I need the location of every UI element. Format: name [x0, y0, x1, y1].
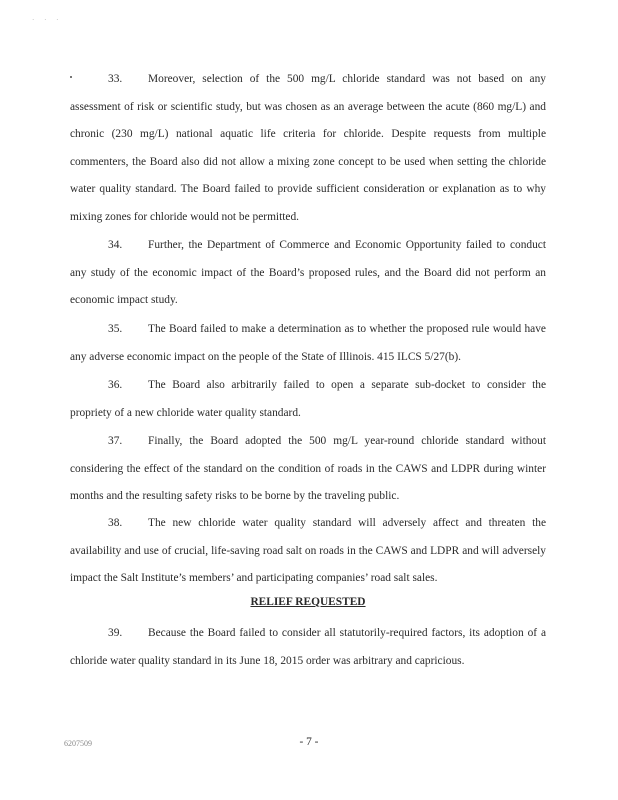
paragraph-38 — [70, 510, 546, 593]
paragraph-34 — [70, 232, 546, 315]
paragraph-number: 39. — [108, 627, 123, 639]
page-number: - 7 - — [299, 736, 319, 748]
paragraph-36 — [70, 372, 546, 427]
paragraph-number: 38. — [108, 517, 123, 529]
document-id: 6207509 — [64, 739, 92, 748]
paragraph-35 — [70, 316, 546, 371]
paragraph-number: 37. — [108, 435, 123, 447]
scan-specks: · · · — [32, 16, 63, 24]
paragraph-39 — [70, 620, 546, 675]
paragraph-number: 33. — [108, 73, 123, 85]
section-heading: RELIEF REQUESTED — [250, 596, 366, 608]
paragraph-text: Moreover, selection of the 500 mg/L chloride standard was not based on any assessment of risk or scientific study, but was chosen as an average between the acute (860 mg/L) and chronic (230 mg/L) national aquatic life criteria for chloride. Despite requests from multiple commenters, the Board also did not allow a mixing zone concept to be used when setting the chloride water quality standard. The Board failed to provide sufficient consideration or explanation as to why mixing zones for chloride would not be permitted. — [70, 73, 546, 223]
paragraph-37 — [70, 428, 546, 511]
paragraph-text: The new chloride water quality standard will adversely affect and threaten the availability and use of crucial, life-saving road salt on roads in the CAWS and LDPR and will adversely impact the Salt Institute’s members’ and participating companies’ road salt sales. — [70, 517, 546, 585]
paragraph-text: Further, the Department of Commerce and Economic Opportunity failed to conduct any study of the economic impact of the Board’s proposed rules, and the Board did not perform an economic impact study. — [70, 239, 546, 307]
paragraph-text: The Board also arbitrarily failed to open a separate sub-docket to consider the propriety of a new chloride water quality standard. — [70, 379, 546, 419]
paragraph-text: Finally, the Board adopted the 500 mg/L year-round chloride standard without considering the effect of the standard on the condition of roads in the CAWS and LDPR during winter months and the resulting safety risks to be borne by the traveling public. — [70, 435, 546, 503]
paragraph-text: Because the Board failed to consider all statutorily-required factors, its adoption of a chloride water quality standard in its June 18, 2015 order was arbitrary and capricious. — [70, 627, 546, 667]
paragraph-number: 34. — [108, 239, 123, 251]
paragraph-text: The Board failed to make a determination as to whether the proposed rule would have any adverse economic impact on the people of the State of Illinois. 415 ILCS 5/27(b). — [70, 323, 546, 363]
paragraph-number: 35. — [108, 323, 123, 335]
paragraph-33 — [70, 66, 546, 232]
paragraph-number: 36. — [108, 379, 123, 391]
